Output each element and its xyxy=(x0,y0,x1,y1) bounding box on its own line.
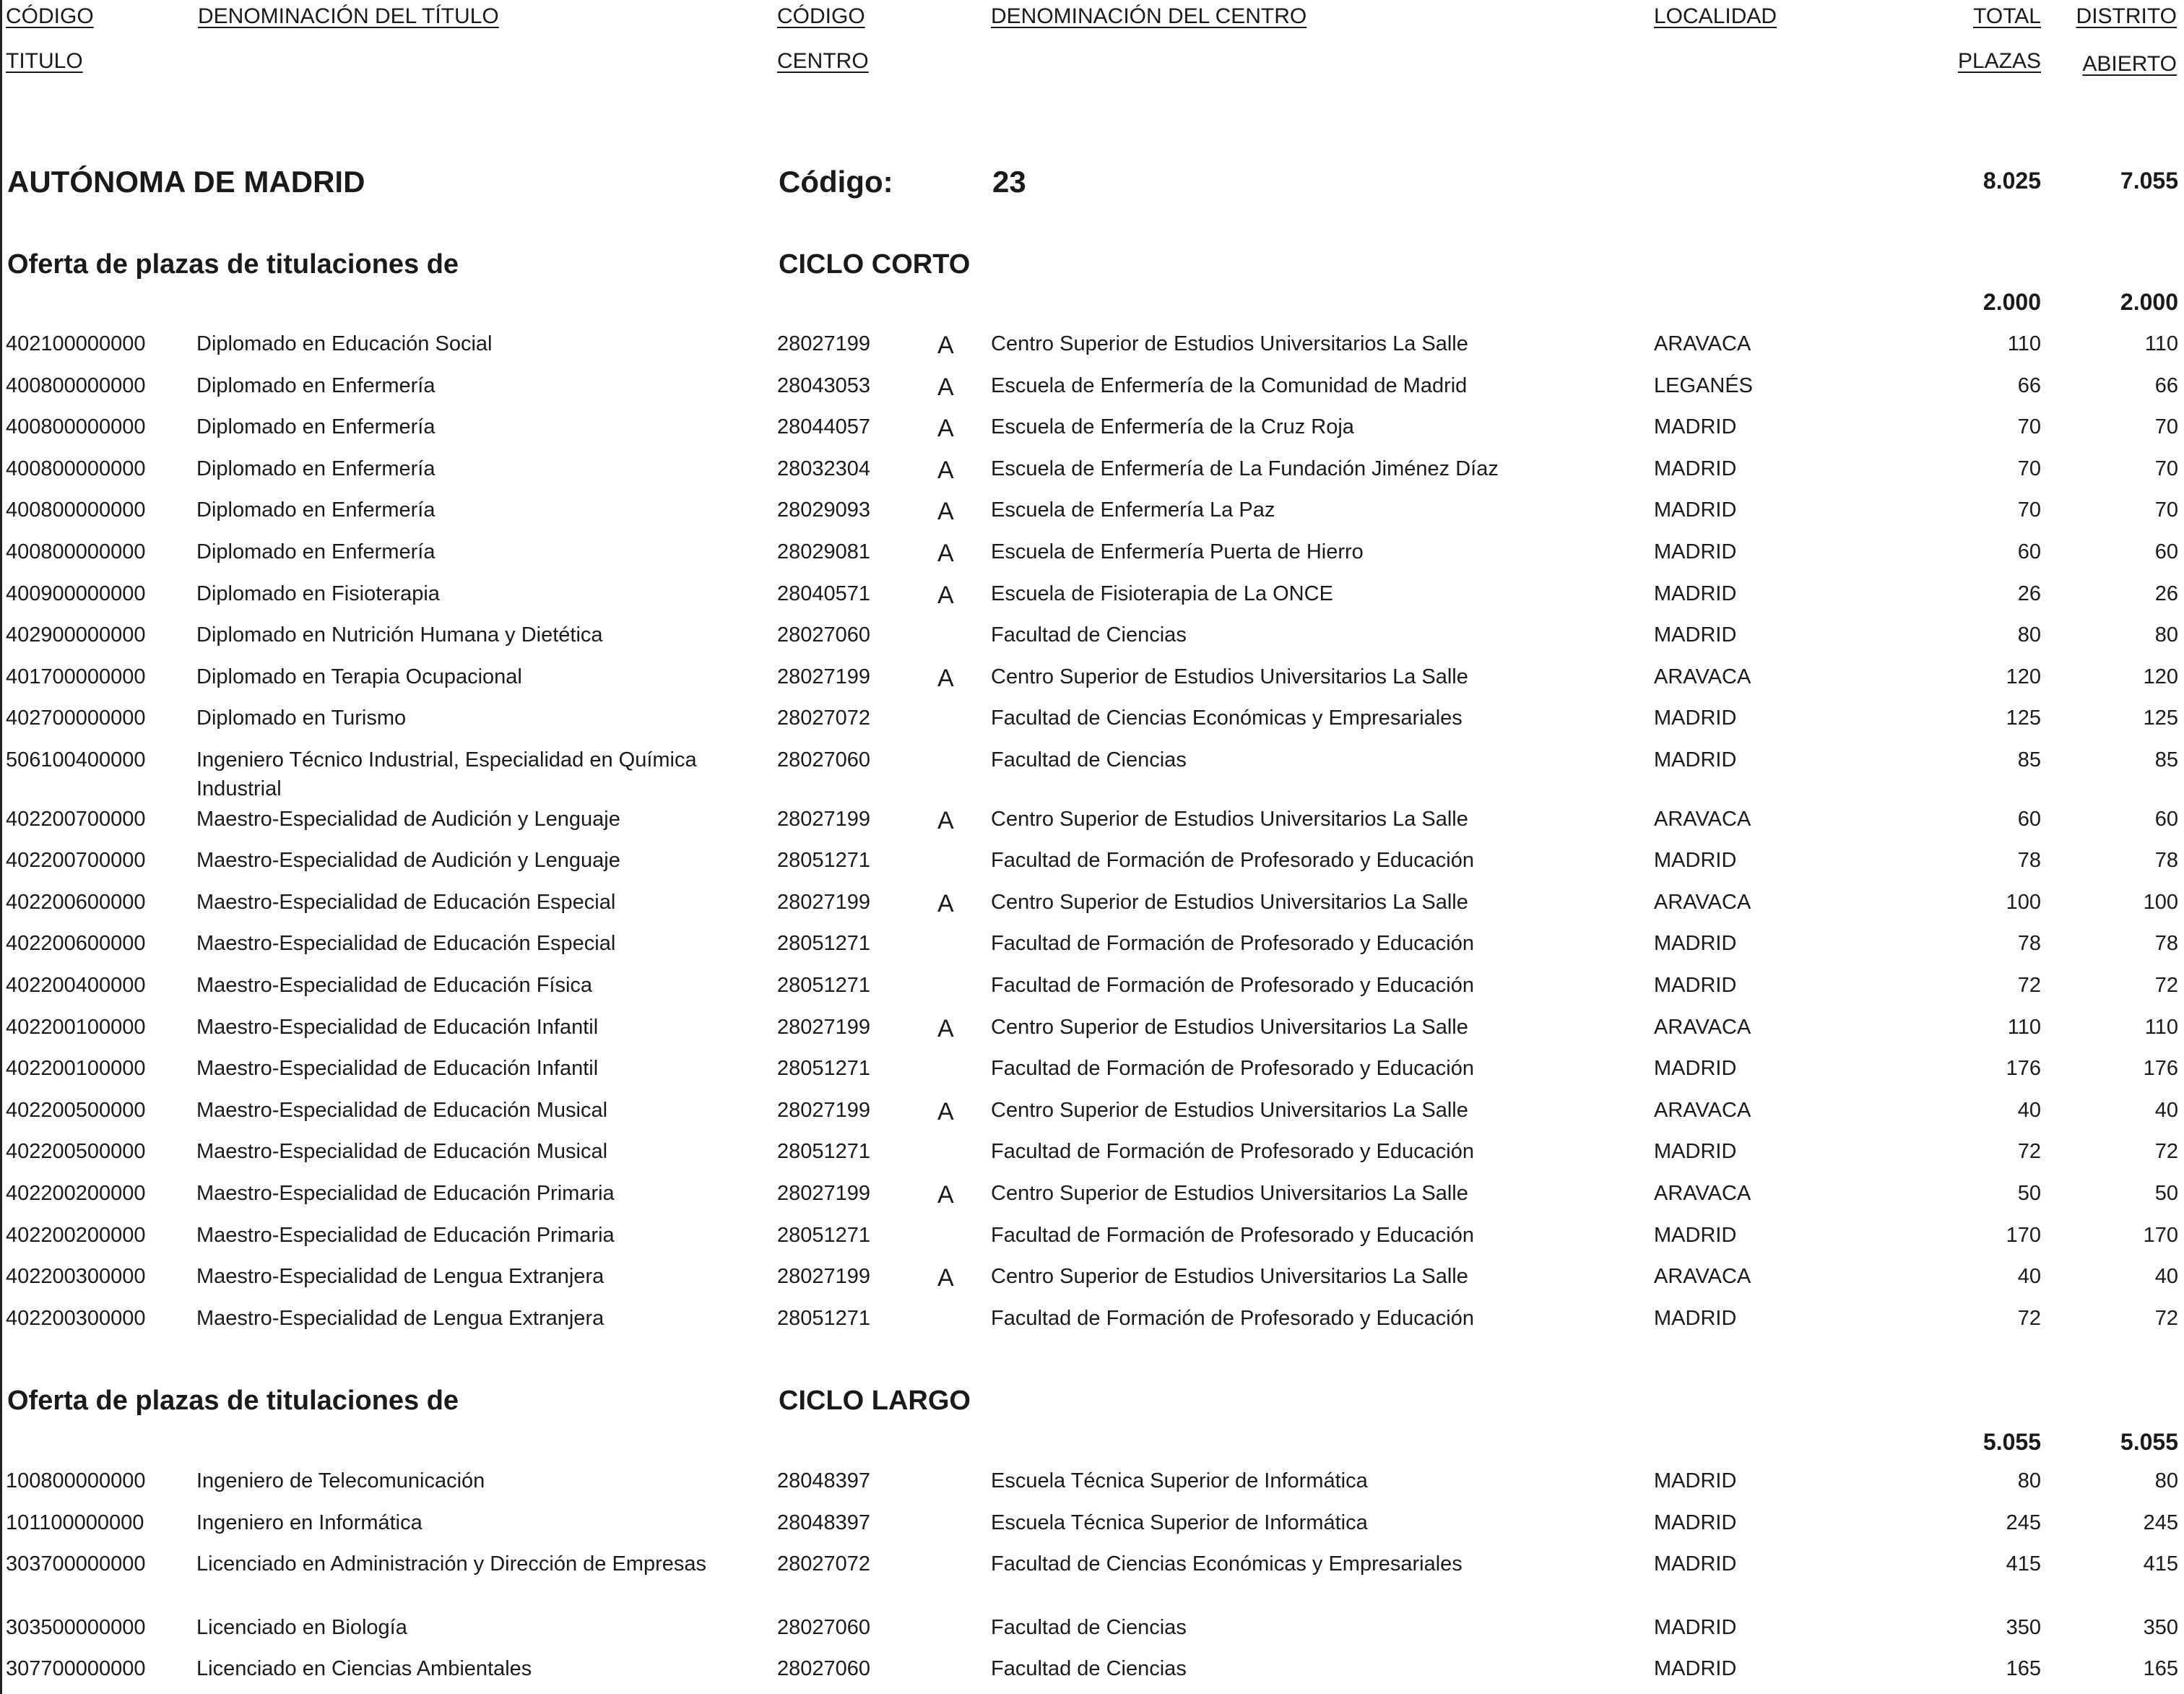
row-codigo-titulo: 506100400000 xyxy=(6,748,146,772)
university-codigo-label: Código: xyxy=(779,165,893,199)
row-localidad: MADRID xyxy=(1654,1223,1737,1247)
row-total: 26 xyxy=(2017,582,2041,605)
row-distrito: 80 xyxy=(2154,1469,2178,1492)
row-codigo-titulo: 402200500000 xyxy=(6,1098,146,1122)
row-centro: Facultad de Formación de Profesorado y Educación xyxy=(991,1057,1474,1081)
row-localidad: ARAVACA xyxy=(1654,1015,1751,1039)
row-total: 40 xyxy=(2017,1265,2041,1289)
row-total: 72 xyxy=(2017,1306,2041,1330)
row-titulo: Diplomado en Enfermería xyxy=(196,540,436,563)
row-codigo-titulo: 402200500000 xyxy=(6,1140,146,1164)
row-codigo-titulo: 400800000000 xyxy=(6,373,146,397)
row-localidad: MADRID xyxy=(1654,1615,1737,1639)
header-plazas: PLAZAS xyxy=(1957,49,2041,73)
row-titulo: Maestro-Especialidad de Educación Musical xyxy=(196,1098,608,1122)
row-distrito: 66 xyxy=(2154,373,2178,397)
university-total: 8.025 xyxy=(1982,168,2041,194)
row-codigo-centro: 28027060 xyxy=(777,623,871,647)
row-localidad: MADRID xyxy=(1654,1306,1737,1330)
university-codigo: 23 xyxy=(992,165,1026,199)
university-distrito: 7.055 xyxy=(2120,168,2178,194)
row-titulo: Diplomado en Educación Social xyxy=(196,332,493,355)
row-distrito: 245 xyxy=(2143,1511,2178,1534)
header-codigo-titulo: CÓDIGO xyxy=(6,4,94,28)
row-centro: Facultad de Formación de Profesorado y Educación xyxy=(991,1223,1474,1247)
row-codigo-centro: 28044057 xyxy=(777,415,871,439)
row-flag: A xyxy=(937,540,954,567)
row-codigo-titulo: 402100000000 xyxy=(6,332,146,355)
row-codigo-titulo: 307700000000 xyxy=(6,1657,146,1681)
row-titulo: Diplomado en Turismo xyxy=(196,706,407,730)
row-flag: A xyxy=(937,1014,954,1042)
row-distrito: 170 xyxy=(2143,1223,2178,1247)
row-localidad: ARAVACA xyxy=(1654,332,1751,355)
header-titulo: TITULO xyxy=(6,49,83,73)
row-codigo-centro: 28027199 xyxy=(777,1098,871,1122)
row-flag: A xyxy=(937,806,954,834)
row-centro: Facultad de Ciencias Económicas y Empresariales xyxy=(991,1552,1462,1576)
row-localidad: MADRID xyxy=(1654,974,1737,997)
row-localidad: ARAVACA xyxy=(1654,807,1751,831)
row-distrito: 78 xyxy=(2154,932,2178,956)
row-codigo-titulo: 400900000000 xyxy=(6,582,146,605)
row-titulo: Licenciado en Biología xyxy=(196,1615,407,1639)
row-codigo-centro: 28027199 xyxy=(777,1015,871,1039)
section-total: 5.055 xyxy=(1982,1429,2041,1455)
row-codigo-titulo: 402200200000 xyxy=(6,1182,146,1205)
row-centro: Facultad de Ciencias xyxy=(991,1657,1187,1681)
row-codigo-titulo: 402200100000 xyxy=(6,1015,146,1039)
row-flag: A xyxy=(937,1097,954,1125)
row-codigo-centro: 28048397 xyxy=(777,1469,871,1492)
row-codigo-titulo: 101100000000 xyxy=(6,1511,144,1534)
row-titulo: Maestro-Especialidad de Lengua Extranjera xyxy=(196,1306,604,1330)
row-titulo: Diplomado en Terapia Ocupacional xyxy=(196,665,522,688)
row-total: 165 xyxy=(2006,1657,2041,1681)
row-total: 415 xyxy=(2006,1552,2041,1576)
row-titulo: Diplomado en Enfermería xyxy=(196,373,436,397)
row-localidad: MADRID xyxy=(1654,540,1737,563)
row-titulo: Licenciado en Administración y Dirección de Empresas xyxy=(196,1552,707,1576)
section-label: Oferta de plazas de titulaciones de xyxy=(7,249,459,280)
row-codigo-titulo: 400800000000 xyxy=(6,457,146,480)
row-total: 40 xyxy=(2017,1098,2041,1122)
row-codigo-titulo: 303700000000 xyxy=(6,1552,146,1576)
row-codigo-titulo: 400800000000 xyxy=(6,540,146,563)
row-localidad: MADRID xyxy=(1654,1140,1737,1164)
row-total: 70 xyxy=(2017,415,2041,439)
section-distrito: 2.000 xyxy=(2120,289,2178,315)
row-distrito: 60 xyxy=(2154,540,2178,563)
header-denominacion-centro: DENOMINACIÓN DEL CENTRO xyxy=(991,4,1307,28)
row-total: 60 xyxy=(2017,540,2041,563)
row-codigo-centro: 28032304 xyxy=(777,457,871,480)
row-flag: A xyxy=(937,1181,954,1209)
row-total: 72 xyxy=(2017,1140,2041,1164)
row-codigo-titulo: 402200600000 xyxy=(6,890,146,914)
row-codigo-centro: 28051271 xyxy=(777,1223,871,1247)
row-distrito: 70 xyxy=(2154,457,2178,480)
row-centro: Facultad de Ciencias xyxy=(991,1615,1187,1639)
row-distrito: 350 xyxy=(2143,1615,2178,1639)
row-total: 120 xyxy=(2006,665,2041,688)
row-centro: Facultad de Ciencias xyxy=(991,748,1187,772)
row-codigo-titulo: 402200300000 xyxy=(6,1306,146,1330)
row-codigo-titulo: 400800000000 xyxy=(6,498,146,522)
row-distrito: 78 xyxy=(2154,849,2178,873)
row-titulo: Ingeniero Técnico Industrial, Especialidad en Química Industrial xyxy=(196,748,697,800)
row-centro: Facultad de Formación de Profesorado y Educación xyxy=(991,932,1474,956)
row-total: 50 xyxy=(2017,1182,2041,1205)
header-abierto: ABIERTO xyxy=(2082,52,2177,76)
row-distrito: 120 xyxy=(2143,665,2178,688)
row-titulo: Maestro-Especialidad de Educación Infantil xyxy=(196,1015,599,1039)
row-centro: Centro Superior de Estudios Universitarios La Salle xyxy=(991,890,1468,914)
row-codigo-centro: 28051271 xyxy=(777,1140,871,1164)
row-codigo-titulo: 402900000000 xyxy=(6,623,146,647)
section-ciclo: CICLO LARGO xyxy=(779,1386,971,1416)
row-total: 100 xyxy=(2006,890,2041,914)
row-codigo-centro: 28029081 xyxy=(777,540,871,563)
row-centro: Facultad de Ciencias xyxy=(991,623,1187,647)
row-distrito: 72 xyxy=(2154,1306,2178,1330)
row-centro: Escuela de Enfermería Puerta de Hierro xyxy=(991,540,1364,563)
row-titulo: Licenciado en Ciencias Ambientales xyxy=(196,1657,532,1681)
row-total: 350 xyxy=(2006,1615,2041,1639)
row-codigo-centro: 28027199 xyxy=(777,665,871,688)
row-centro: Escuela Técnica Superior de Informática xyxy=(991,1469,1368,1492)
row-localidad: MADRID xyxy=(1654,498,1737,522)
university-name: AUTÓNOMA DE MADRID xyxy=(7,165,365,199)
section-ciclo: CICLO CORTO xyxy=(779,249,971,280)
row-centro: Escuela de Enfermería de la Cruz Roja xyxy=(991,415,1354,439)
row-codigo-titulo: 402200700000 xyxy=(6,849,146,873)
row-localidad: MADRID xyxy=(1654,932,1737,956)
row-centro: Facultad de Formación de Profesorado y Educación xyxy=(991,1306,1474,1330)
row-distrito: 176 xyxy=(2143,1057,2178,1081)
row-codigo-titulo: 402200300000 xyxy=(6,1265,146,1289)
row-total: 176 xyxy=(2006,1057,2041,1081)
row-centro: Centro Superior de Estudios Universitarios La Salle xyxy=(991,1265,1468,1289)
row-codigo-centro: 28043053 xyxy=(777,373,871,397)
row-distrito: 110 xyxy=(2144,1015,2178,1039)
header-localidad: LOCALIDAD xyxy=(1654,4,1777,28)
row-distrito: 85 xyxy=(2154,748,2178,772)
row-localidad: ARAVACA xyxy=(1654,890,1751,914)
row-titulo: Diplomado en Fisioterapia xyxy=(196,582,440,605)
row-centro: Facultad de Ciencias Económicas y Empresariales xyxy=(991,706,1462,730)
row-titulo: Maestro-Especialidad de Educación Infantil xyxy=(196,1057,599,1081)
row-centro: Escuela de Enfermería de La Fundación Jiménez Díaz xyxy=(991,457,1499,480)
row-centro: Escuela de Enfermería de la Comunidad de Madrid xyxy=(991,373,1468,397)
row-codigo-titulo: 303500000000 xyxy=(6,1615,146,1639)
row-distrito: 60 xyxy=(2154,807,2178,831)
row-distrito: 100 xyxy=(2143,890,2178,914)
row-flag: A xyxy=(937,664,954,692)
row-codigo-titulo: 402200700000 xyxy=(6,807,146,831)
row-flag: A xyxy=(937,456,954,484)
row-centro: Escuela de Fisioterapia de La ONCE xyxy=(991,582,1333,605)
row-titulo: Maestro-Especialidad de Educación Especial xyxy=(196,890,616,914)
row-centro: Centro Superior de Estudios Universitarios La Salle xyxy=(991,1098,1468,1122)
row-distrito: 415 xyxy=(2143,1552,2178,1576)
row-titulo: Maestro-Especialidad de Educación Primaria xyxy=(196,1223,615,1247)
row-localidad: LEGANÉS xyxy=(1654,373,1753,397)
row-total: 72 xyxy=(2017,974,2041,997)
row-titulo: Maestro-Especialidad de Educación Musical xyxy=(196,1140,608,1164)
row-centro: Centro Superior de Estudios Universitarios La Salle xyxy=(991,665,1468,688)
row-total: 60 xyxy=(2017,807,2041,831)
row-distrito: 125 xyxy=(2143,706,2178,730)
row-total: 170 xyxy=(2006,1223,2041,1247)
row-localidad: MADRID xyxy=(1654,1469,1737,1492)
row-localidad: MADRID xyxy=(1654,849,1737,873)
row-codigo-titulo: 100800000000 xyxy=(6,1469,146,1492)
row-flag: A xyxy=(937,498,954,526)
section-label: Oferta de plazas de titulaciones de xyxy=(7,1386,459,1416)
row-centro: Centro Superior de Estudios Universitarios La Salle xyxy=(991,807,1468,831)
row-titulo: Diplomado en Nutrición Humana y Dietética xyxy=(196,623,603,647)
row-centro: Facultad de Formación de Profesorado y Educación xyxy=(991,974,1474,997)
row-total: 80 xyxy=(2017,623,2041,647)
row-centro: Centro Superior de Estudios Universitarios La Salle xyxy=(991,332,1468,355)
row-codigo-titulo: 400800000000 xyxy=(6,415,146,439)
row-centro: Escuela Técnica Superior de Informática xyxy=(991,1511,1368,1534)
row-codigo-centro: 28027199 xyxy=(777,890,871,914)
row-codigo-centro: 28027060 xyxy=(777,748,871,772)
row-codigo-titulo: 401700000000 xyxy=(6,665,146,688)
row-localidad: MADRID xyxy=(1654,1511,1737,1534)
row-centro: Facultad de Formación de Profesorado y Educación xyxy=(991,1140,1474,1164)
row-codigo-titulo: 402700000000 xyxy=(6,706,146,730)
row-localidad: ARAVACA xyxy=(1654,1182,1751,1205)
row-flag: A xyxy=(937,332,954,359)
row-distrito: 26 xyxy=(2154,582,2178,605)
row-centro: Centro Superior de Estudios Universitarios La Salle xyxy=(991,1182,1468,1205)
header-centro: CENTRO xyxy=(777,49,869,73)
row-localidad: ARAVACA xyxy=(1654,1265,1751,1289)
row-total: 125 xyxy=(2006,706,2041,730)
row-centro: Centro Superior de Estudios Universitarios La Salle xyxy=(991,1015,1468,1039)
row-localidad: MADRID xyxy=(1654,415,1737,439)
row-distrito: 72 xyxy=(2154,1140,2178,1164)
row-titulo: Maestro-Especialidad de Educación Física xyxy=(196,974,593,997)
row-titulo: Maestro-Especialidad de Audición y Lenguaje xyxy=(196,849,620,873)
row-codigo-centro: 28029093 xyxy=(777,498,871,522)
row-flag: A xyxy=(937,1264,954,1292)
row-titulo: Ingeniero de Telecomunicación xyxy=(196,1469,485,1492)
row-flag: A xyxy=(937,373,954,401)
row-distrito: 50 xyxy=(2154,1182,2178,1205)
row-localidad: MADRID xyxy=(1654,457,1737,480)
row-titulo: Maestro-Especialidad de Lengua Extranjera xyxy=(196,1265,604,1289)
row-codigo-titulo: 402200200000 xyxy=(6,1223,146,1247)
row-localidad: MADRID xyxy=(1654,1657,1737,1681)
row-total: 110 xyxy=(2007,332,2041,355)
row-localidad: MADRID xyxy=(1654,748,1737,772)
row-distrito: 40 xyxy=(2154,1265,2178,1289)
row-centro: Escuela de Enfermería La Paz xyxy=(991,498,1275,522)
row-total: 70 xyxy=(2017,457,2041,480)
row-distrito: 70 xyxy=(2154,415,2178,439)
row-flag: A xyxy=(937,889,954,917)
row-distrito: 72 xyxy=(2154,974,2178,997)
row-titulo: Maestro-Especialidad de Educación Primaria xyxy=(196,1182,615,1205)
row-localidad: MADRID xyxy=(1654,706,1737,730)
row-localidad: ARAVACA xyxy=(1654,665,1751,688)
row-flag: A xyxy=(937,581,954,609)
header-codigo-centro: CÓDIGO xyxy=(777,4,865,28)
row-codigo-centro: 28040571 xyxy=(777,582,871,605)
row-total: 85 xyxy=(2017,748,2041,772)
row-total: 110 xyxy=(2007,1015,2041,1039)
row-distrito: 40 xyxy=(2154,1098,2178,1122)
row-localidad: ARAVACA xyxy=(1654,1098,1751,1122)
row-titulo: Diplomado en Enfermería xyxy=(196,457,436,480)
row-codigo-centro: 28027199 xyxy=(777,1182,871,1205)
row-codigo-titulo: 402200400000 xyxy=(6,974,146,997)
row-titulo: Diplomado en Enfermería xyxy=(196,498,436,522)
row-codigo-centro: 28027199 xyxy=(777,807,871,831)
row-titulo: Maestro-Especialidad de Audición y Lenguaje xyxy=(196,807,620,831)
header-denominacion-titulo: DENOMINACIÓN DEL TÍTULO xyxy=(198,4,499,28)
row-codigo-centro: 28051271 xyxy=(777,974,871,997)
row-distrito: 70 xyxy=(2154,498,2178,522)
row-codigo-centro: 28027072 xyxy=(777,706,871,730)
row-total: 245 xyxy=(2006,1511,2041,1534)
row-codigo-centro: 28051271 xyxy=(777,1057,871,1081)
row-codigo-centro: 28027060 xyxy=(777,1657,871,1681)
row-titulo: Maestro-Especialidad de Educación Especial xyxy=(196,932,616,956)
row-codigo-centro: 28027072 xyxy=(777,1552,871,1576)
section-distrito: 5.055 xyxy=(2120,1429,2178,1455)
header-total: TOTAL xyxy=(1973,4,2041,28)
row-total: 66 xyxy=(2017,373,2041,397)
row-codigo-centro: 28051271 xyxy=(777,1306,871,1330)
row-distrito: 110 xyxy=(2144,332,2178,355)
row-distrito: 80 xyxy=(2154,623,2178,647)
row-total: 78 xyxy=(2017,932,2041,956)
row-codigo-centro: 28048397 xyxy=(777,1511,871,1534)
row-total: 80 xyxy=(2017,1469,2041,1492)
row-distrito: 165 xyxy=(2143,1657,2178,1681)
row-codigo-centro: 28027199 xyxy=(777,332,871,355)
left-margin-line xyxy=(0,0,2,1694)
row-localidad: MADRID xyxy=(1654,623,1737,647)
header-distrito: DISTRITO xyxy=(2076,4,2177,28)
row-flag: A xyxy=(937,415,954,443)
row-titulo: Ingeniero en Informática xyxy=(196,1511,422,1534)
section-total: 2.000 xyxy=(1982,289,2041,315)
row-codigo-centro: 28051271 xyxy=(777,849,871,873)
row-codigo-titulo: 402200600000 xyxy=(6,932,146,956)
row-titulo: Diplomado en Enfermería xyxy=(196,415,436,439)
row-total: 78 xyxy=(2017,849,2041,873)
row-codigo-centro: 28027060 xyxy=(777,1615,871,1639)
row-centro: Facultad de Formación de Profesorado y Educación xyxy=(991,849,1474,873)
row-codigo-centro: 28027199 xyxy=(777,1265,871,1289)
row-total: 70 xyxy=(2017,498,2041,522)
row-localidad: MADRID xyxy=(1654,1552,1737,1576)
row-codigo-centro: 28051271 xyxy=(777,932,871,956)
row-localidad: MADRID xyxy=(1654,582,1737,605)
row-codigo-titulo: 402200100000 xyxy=(6,1057,146,1081)
row-localidad: MADRID xyxy=(1654,1057,1737,1081)
